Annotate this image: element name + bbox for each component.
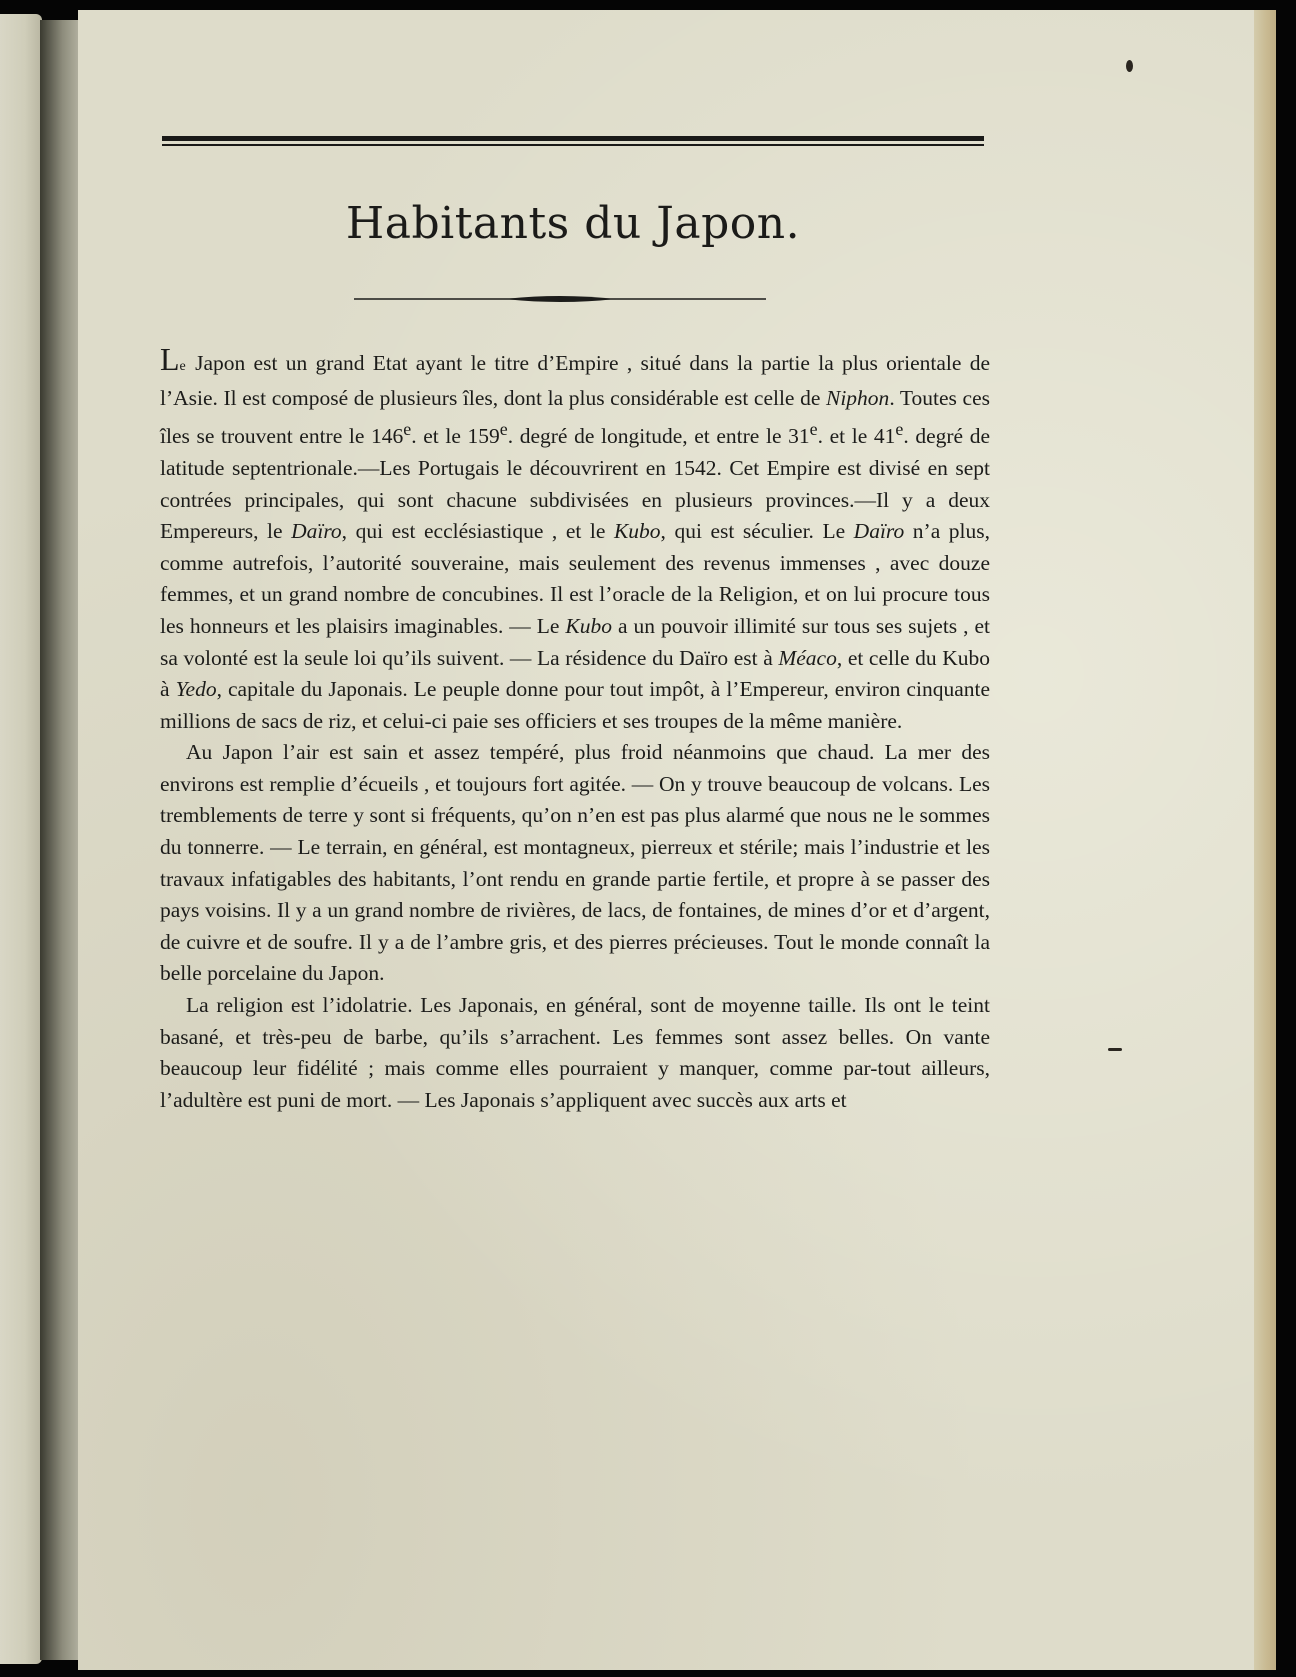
text-run: a un pouvoir illimité sur tous ses sujets , et sa volonté est la seule loi qu’ils suivent. — La résidence du Daïro est à: [160, 613, 990, 670]
text-run: . et le 41: [817, 424, 896, 449]
text-run: , capitale du Japonais. Le peuple donne pour tout impôt, à l’Empereur, environ cinquante millions de sacs de riz, et celui-ci paie ses officiers et ses troupes de la même manière.: [160, 677, 991, 733]
place-niphon: Niphon: [825, 385, 890, 410]
body-text: [160, 341, 991, 1116]
place-meaco: Méaco: [778, 645, 837, 670]
term-kubo: Kubo: [613, 519, 661, 544]
text-run: . degré de longitude, et entre le 31: [507, 424, 810, 449]
term-dairo: Daïro: [291, 519, 342, 544]
text-run: . degré de latitude septentrionale.—Les Portugais le découvrirent en 1542. Cet Empire est divisé en sept contrées principales, qui sont chacune subdivisées en plusieurs provinces.—Il y a deux Empereurs, le: [160, 424, 990, 544]
book-page: [78, 10, 1276, 1670]
paragraph-3: La religion est l’idolatrie. Les Japonais, en général, sont de moyenne taille. Ils ont le teint basané, et très-peu de barbe, qu’ils s’arrachent. Les femmes sont assez belles. On vante beaucoup leur fidélité ; mais comme elles pourraient y manquer, comme par-tout ailleurs, l’adultère est puni de mort. — Les Japonais s’appliquent avec succès aux arts et: [160, 993, 990, 1112]
left-page-edge: [0, 14, 42, 1664]
paragraph-1: [160, 341, 991, 737]
header-double-rule: [162, 136, 984, 146]
drop-cap: L: [160, 341, 180, 377]
paper-speck: [1108, 1048, 1122, 1051]
page-fore-edge: [1254, 10, 1276, 1670]
ordinal-sup: e: [895, 419, 904, 440]
paragraph-2: Au Japon l’air est sain et assez tempéré, plus froid néanmoins que chaud. La mer des environs est remplie d’écueils , et toujours fort agitée. — On y trouve beaucoup de volcans. Les tremblements de terre y sont si fréquents, qu’on n’en est pas plus alarmé que nous ne le sommes du tonnerre. — Le terrain, en général, est montagneux, pierreux et stérile; mais l’industrie et les travaux infatigables des habitants, l’ont rendu en grande partie fertile, et propre à se passer des pays voisins. Il y a un grand nombre de rivières, de lacs, de fontaines, de mines d’or et d’argent, de cuivre et de soufre. Il y a de l’ambre gris, et des pierres précieuses. Tout le monde connaît la belle porcelaine du Japon.: [160, 740, 990, 986]
ordinal-sup: e: [403, 419, 412, 440]
paper-speck: [1126, 60, 1133, 72]
text-run: , qui est séculier. Le: [660, 519, 854, 544]
text-run: , et celle du Kubo à: [160, 645, 990, 702]
place-yedo: Yedo: [175, 677, 217, 702]
drop-cap-rest: e: [179, 359, 187, 374]
text-run: , qui est ecclésiastique , et le: [341, 519, 614, 544]
ordinal-sup: e: [499, 419, 508, 440]
page-title: Habitants du Japon.: [345, 198, 801, 249]
title-ornament-rule: [354, 294, 766, 304]
text-run: . Toutes ces îles se trouvent entre le 146: [160, 385, 990, 449]
text-run: . et le 159: [411, 424, 500, 449]
text-run: n’a plus, comme autrefois, l’autorité souveraine, mais seulement des revenus immenses , avec douze femmes, et un grand nombre de concubines. Il est l’oracle de la Religion, et on lui procure tous les honneurs et les plaisirs imaginables. — Le: [160, 519, 990, 638]
ordinal-sup: e: [809, 419, 818, 440]
term-kubo: Kubo: [565, 613, 612, 638]
term-dairo: Daïro: [853, 519, 905, 544]
text-run: Japon est un grand Etat ayant le titre d’Empire , situé dans la partie la plus orientale de l’Asie. Il est composé de plusieurs îles, dont la plus considérable est celle de: [160, 351, 990, 410]
